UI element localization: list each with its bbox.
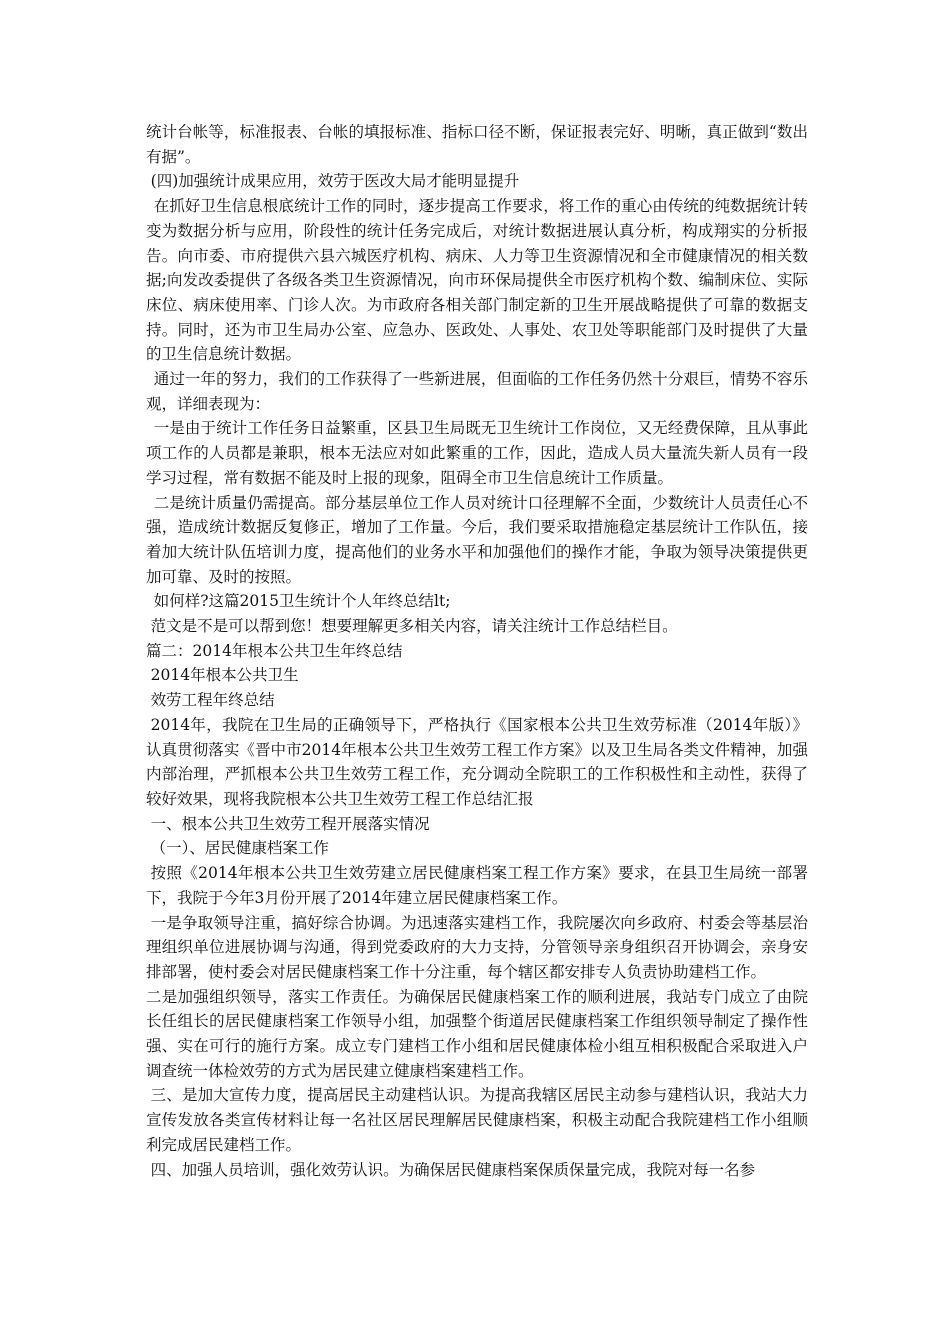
subsection-heading-health-records: （一）、居民健康档案工作 (150, 839, 329, 858)
section-heading-one: 一、根本公共卫生效劳工程开展落实情况 (150, 814, 430, 833)
paragraph-organization-responsibility: 二是加强组织领导，落实工作责任。为确保居民健康档案工作的顺利进展，我站专门成立了由院长任组长的居民健康档案工作领导小组，加强整个街道居民健康档案工作组织领导制定了操作性强、实在可行的施行方案。成立专门建档工作小组和居民健康体检小组互相积极配合采取进入户调查统一体检效劳的方式为居民建立健康档案建档工作。 (146, 987, 808, 1080)
paragraph-statistics-application: 在抓好卫生信息根底统计工作的同时，逐步提高工作要求，将工作的重心由传统的纯数据统计转变为数据分析与应用，阶段性的统计任务完成后，对统计数据进展认真分析，构成翔实的分析报告。向市委、市府提供六县六城医疗机构、病床、人力等卫生资源情况和全市健康情况的相关数据;向发改委提供了各级各类卫生资源情况，向市环保局提供全市医疗机构个数、编制床位、实际床位、病床使用率、门诊人次。为市政府各相关部门制定新的卫生开展战略提供了可靠的数据支持。同时，还为市卫生局办公室、应急办、医政处、人事处、农卫处等职能部门及时提供了大量的卫生信息统计数据。 (146, 197, 808, 364)
paragraph-publicity: 三、是加大宣传力度，提高居民主动建档认识。为提高我辖区居民主动参与建档认识，我站大力宣传发放各类宣传材料让每一名社区居民理解居民健康档案，积极主动配合我院建档工作小组顺利完成居民建档工作。 (146, 1086, 808, 1154)
article-title-line-two: 效劳工程年终总结 (150, 691, 275, 710)
article-title-line-one: 2014年根本公共卫生 (150, 666, 299, 685)
paragraph-health-records-plan: 按照《2014年根本公共卫生效劳建立居民健康档案工程工作方案》要求，在县卫生局统一部署下，我院于今年3月份开展了2014年建立居民健康档案工作。 (146, 864, 808, 907)
document-body (146, 120, 808, 1182)
paragraph-reporting-standards: 统计台帐等，标准报表、台帐的填报标准、指标口径不断，保证报表完好、明晰，真正做到“数出有据”。 (146, 123, 808, 166)
article-two-heading: 篇二：2014年根本公共卫生年终总结 (146, 641, 403, 660)
paragraph-problem-one: 一是由于统计工作任务日益繁重，区县卫生局既无卫生统计工作岗位，又无经费保障，且从事此项工作的人员都是兼职，根本无法应对如此繁重的工作，因此，造成人员大量流失新人员有一段学习过程，常有数据不能及时上报的现象，阻碍全市卫生信息统计工作质量。 (146, 419, 808, 487)
paragraph-leadership-coordination: 一是争取领导注重，搞好综合协调。为迅速落实建档工作，我院屡次向乡政府、村委会等基层治理组织单位进展协调与沟通，得到党委政府的大力支持，分管领导亲身组织召开协调会，亲身安排部署，使村委会对居民健康档案工作十分注重，每个辖区都安排专人负责协助建档工作。 (146, 913, 808, 981)
section-heading-four: (四)加强统计成果应用，效劳于医改大局才能明显提升 (150, 172, 520, 191)
paragraph-problem-two: 二是统计质量仍需提高。部分基层单位工作人员对统计口径理解不全面，少数统计人员责任心不强，造成统计数据反复修正，增加了工作量。今后，我们要采取措施稳定基层统计工作队伍，接着加大统计队伍培训力度，提高他们的业务水平和加强他们的操作才能，争取为领导决策提供更加可靠、及时的按照。 (146, 493, 808, 586)
paragraph-how-about: 如何样?这篇2015卫生统计个人年终总结lt; (153, 592, 451, 611)
paragraph-column-notice: 范文是不是可以帮到您！想要理解更多相关内容，请关注统计工作总结栏目。 (150, 617, 678, 636)
paragraph-introduction: 2014年，我院在卫生局的正确领导下，严格执行《国家根本公共卫生效劳标准（2014年版）》认真贯彻落实《晋中市2014年根本公共卫生效劳工程工作方案》以及卫生局各类文件精神，加强内部治理，严抓根本公共卫生效劳工程工作，充分调动全院职工的工作积极性和主动性，获得了较好效果，现将我院根本公共卫生效劳工程工作总结汇报 (146, 715, 808, 808)
paragraph-staff-training: 四、加强人员培训，强化效劳认识。为确保居民健康档案保质保量完成，我院对每一名参 (150, 1160, 756, 1179)
paragraph-year-progress: 通过一年的努力，我们的工作获得了一些新进展，但面临的工作任务仍然十分艰巨，情势不容乐观，详细表现为： (146, 370, 808, 413)
